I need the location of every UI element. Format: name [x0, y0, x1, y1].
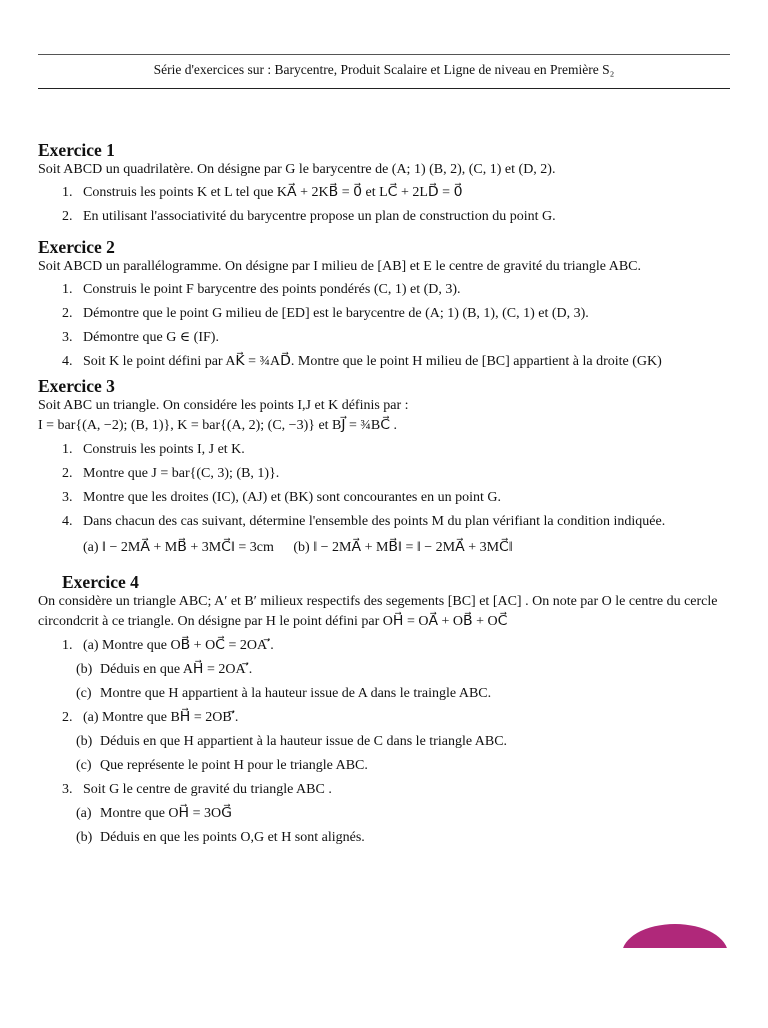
question-text: Construis les points I, J et K. [83, 442, 245, 457]
exercise-intro: Soit ABCD un quadrilatère. On désigne par G le barycentre de (A; 1) (B, 2), (C, 1) et (D, 2). [38, 162, 556, 177]
question-number: 1. [62, 442, 73, 457]
condition-list [38, 538, 733, 558]
question-list [38, 440, 733, 532]
subquestion-marker: (b) [76, 830, 93, 845]
exercise-title: Exercice 2 [38, 237, 115, 257]
question-item [38, 440, 733, 460]
question-number: 4. [62, 354, 73, 369]
question-item [38, 352, 733, 372]
subquestion-marker: (c) [76, 686, 92, 701]
subquestion-text: Montre que H appartient à la hauteur issue de A dans le traingle ABC. [100, 686, 492, 701]
question-text: En utilisant l'associativité du barycentre propose un plan de construction du point G. [83, 209, 556, 224]
subquestion-text: Déduis en que AH⃗ = 2OA′⃗. [100, 662, 253, 677]
subquestion-text: Déduis en que les points O,G et H sont alignés. [100, 830, 365, 845]
exercise-1 [38, 140, 733, 227]
question-number: 1. [62, 638, 73, 653]
question-number: 1. [62, 282, 73, 297]
question-item [38, 304, 733, 324]
question-text: (a) Montre que OB⃗ + OC⃗ = 2OA′⃗. [83, 638, 274, 653]
question-list [38, 183, 733, 227]
question-text: (a) Montre que BH⃗ = 2OB′⃗. [83, 710, 239, 725]
subquestion-marker: (b) [76, 662, 93, 677]
question-item [38, 708, 733, 728]
question-text: Montre que les droites (IC), (AJ) et (BK) sont concourantes en un point G. [83, 490, 501, 505]
subquestion-item [38, 660, 733, 680]
condition-a: (a) ‖ − 2MA⃗ + MB⃗ + 3MC⃗‖ = 3cm [83, 540, 274, 555]
exercise-title: Exercice 4 [62, 572, 139, 592]
question-text: Soit K le point défini par AK⃗ = ¾AD⃗. Montre que le point H milieu de [BC] appartient à la droite (GK) [83, 354, 662, 369]
question-number: 3. [62, 782, 73, 797]
exercise-intro: On considère un triangle ABC; A′ et B′ milieux respectifs des segements [BC] et [AC] . On note par O le centre du cercle circondcrit à ce triangle. On désigne par H le point défini par OH⃗ = OA⃗ + OB⃗ + OC⃗ [38, 594, 718, 629]
subquestion-marker: (a) [76, 806, 92, 821]
condition-b: (b) ‖ − 2MA⃗ + MB⃗‖ = ‖ − 2MA⃗ + 3MC⃗‖ [293, 540, 513, 555]
subquestion-text: Que représente le point H pour le triangle ABC. [100, 758, 368, 773]
blank-margin [610, 948, 750, 1028]
subquestion-item [38, 804, 733, 824]
question-item [38, 207, 733, 227]
subquestion-marker: (c) [76, 758, 92, 773]
question-item [38, 183, 733, 203]
exercise-4 [38, 572, 733, 848]
exercise-intro: Soit ABC un triangle. On considére les points I,J et K définis par : [38, 398, 409, 413]
question-item [38, 280, 733, 300]
exercise-definitions: I = bar{(A, −2); (B, 1)}, K = bar{(A, 2); (C, −3)} et BJ⃗ = ¾BC⃗ . [38, 418, 398, 433]
header-rule-top [38, 54, 730, 55]
question-text: Soit G le centre de gravité du triangle ABC . [83, 782, 332, 797]
question-list [38, 280, 733, 372]
question-item [38, 464, 733, 484]
question-text: Montre que J = bar{(C, 3); (B, 1)}. [83, 466, 280, 481]
question-number: 2. [62, 306, 73, 321]
exercise-intro: Soit ABCD un parallélogramme. On désigne par I milieu de [AB] et E le centre de gravité du triangle ABC. [38, 259, 642, 274]
subquestion-item [38, 684, 733, 704]
page-header: Série d'exercices sur : Barycentre, Produit Scalaire et Ligne de niveau en Première S₂ [153, 62, 615, 77]
header-rule-bottom [38, 88, 730, 89]
subquestion-text: Montre que OH⃗ = 3OG⃗ [100, 806, 232, 821]
question-text: Construis le point F barycentre des points pondérés (C, 1) et (D, 3). [83, 282, 461, 297]
question-text: Dans chacun des cas suivant, détermine l'ensemble des points M du plan vérifiant la condition indiquée. [83, 514, 666, 529]
exercise-3 [38, 376, 733, 558]
subquestion-item [38, 732, 733, 752]
question-number: 2. [62, 466, 73, 481]
subquestion-item [38, 828, 733, 848]
question-number: 1. [62, 185, 73, 200]
question-text: Démontre que G ∈ (IF). [83, 330, 219, 345]
question-item [38, 636, 733, 656]
subquestion-item [38, 756, 733, 776]
question-number: 3. [62, 490, 73, 505]
subquestion-text: Déduis en que H appartient à la hauteur issue de C dans le triangle ABC. [100, 734, 508, 749]
question-number: 2. [62, 209, 73, 224]
question-item [38, 328, 733, 348]
question-text: Démontre que le point G milieu de [ED] est le barycentre de (A; 1) (B, 1), (C, 1) et (D, 3). [83, 306, 589, 321]
question-item [38, 512, 733, 532]
exercise-title: Exercice 1 [38, 140, 115, 160]
question-text: Construis les points K et L tel que KA⃗ + 2KB⃗ = 0⃗ et LC⃗ + 2LD⃗ = 0⃗ [83, 185, 463, 200]
exercise-2 [38, 237, 733, 372]
question-item [38, 780, 733, 800]
exercise-title: Exercice 3 [38, 376, 115, 396]
subquestion-marker: (b) [76, 734, 93, 749]
question-number: 3. [62, 330, 73, 345]
question-number: 4. [62, 514, 73, 529]
exercise-list [38, 140, 733, 852]
question-number: 2. [62, 710, 73, 725]
question-list [38, 636, 733, 848]
question-item [38, 488, 733, 508]
